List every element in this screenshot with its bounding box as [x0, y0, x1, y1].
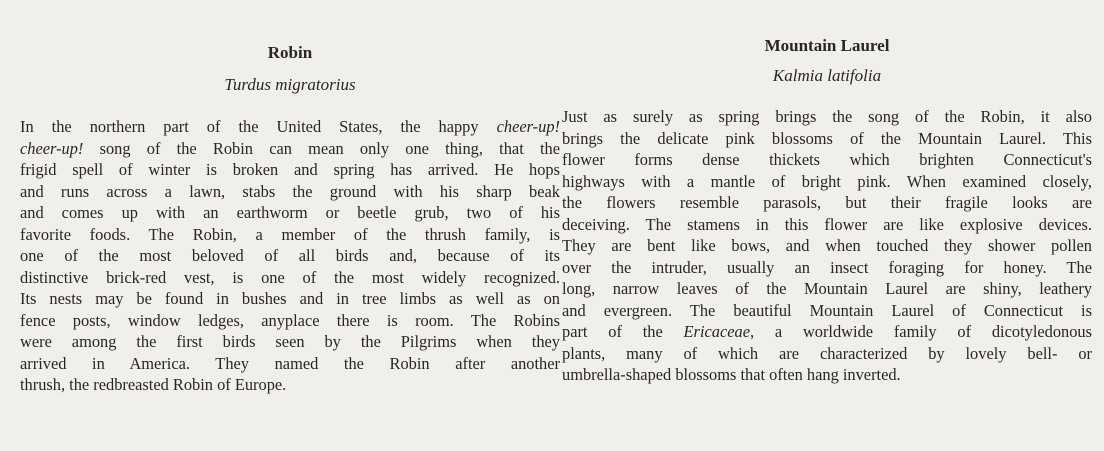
robin-latin-name: Turdus migratorius — [224, 75, 356, 94]
italic-term: cheer-up! — [496, 117, 560, 136]
text-line: In the northern part of the United States, the happy cheer-up! — [20, 117, 560, 136]
text-line: favorite foods. The Robin, a member of the thrush family, is — [20, 224, 560, 244]
text-line: fence posts, window ledges, anyplace there is room. The Robins — [20, 310, 560, 330]
text-line: were among the first birds seen by the Pilgrims when they — [20, 332, 560, 351]
text-line: Just as surely as spring brings the song of the Robin, it also — [562, 107, 1092, 126]
text-line: one of the most beloved of all birds and, because of its — [20, 246, 560, 265]
text-line: part of the Ericaceae, a worldwide family of dicotyledonous — [562, 322, 1093, 341]
italic-term: Ericaceae — [683, 322, 750, 341]
italic-term: cheer-up! — [20, 138, 84, 158]
mountain-laurel-latin-name: Kalmia latifolia — [772, 66, 882, 85]
text-line: over the intruder, usually an insect foraging for honey. The — [562, 257, 1092, 277]
text-line: distinctive brick-red vest, is one of the most widely recognized. — [20, 267, 560, 287]
text-line: and runs across a lawn, stabs the ground with his sharp beak — [20, 181, 560, 201]
robin-title: Robin — [267, 43, 313, 62]
text-line: They are bent like bows, and when touched they shower pollen — [562, 236, 1092, 255]
text-line: highways with a mantle of bright pink. When examined closely, — [562, 171, 1092, 191]
mountain-laurel-description — [562, 106, 1092, 386]
text-line: brings the delicate pink blossoms of the Mountain Laurel. This — [562, 128, 1092, 148]
text-line: long, narrow leaves of the Mountain Laurel are shiny, leathery — [562, 279, 1092, 298]
text-line: arrived in America. They named the Robin after another — [20, 353, 560, 373]
text-line: and comes up with an earthworm or beetle grub, two of his — [20, 203, 560, 222]
text-line: thrush, the redbreasted Robin of Europe. — [20, 375, 287, 394]
text-line: plants, many of which are characterized by lovely bell- or — [562, 343, 1092, 363]
text-line: and evergreen. The beautiful Mountain Laurel of Connecticut is — [562, 300, 1092, 320]
text-line: umbrella-shaped blossoms that often hang inverted. — [562, 365, 901, 384]
text-line: the flowers resemble parasols, but their fragile looks are — [562, 193, 1092, 212]
text-line: flower forms dense thickets which brighten Connecticut's — [562, 150, 1092, 169]
robin-description — [20, 116, 560, 396]
mountain-laurel-title: Mountain Laurel — [764, 36, 890, 55]
text-line: frigid spell of winter is broken and spring has arrived. He hops — [20, 160, 560, 179]
text-line: Its nests may be found in bushes and in tree limbs as well as on — [20, 289, 560, 308]
text-line: cheer-up! song of the Robin can mean only one thing, that the — [20, 138, 560, 158]
text-line: deceiving. The stamens in this flower are like explosive devices. — [562, 214, 1092, 234]
